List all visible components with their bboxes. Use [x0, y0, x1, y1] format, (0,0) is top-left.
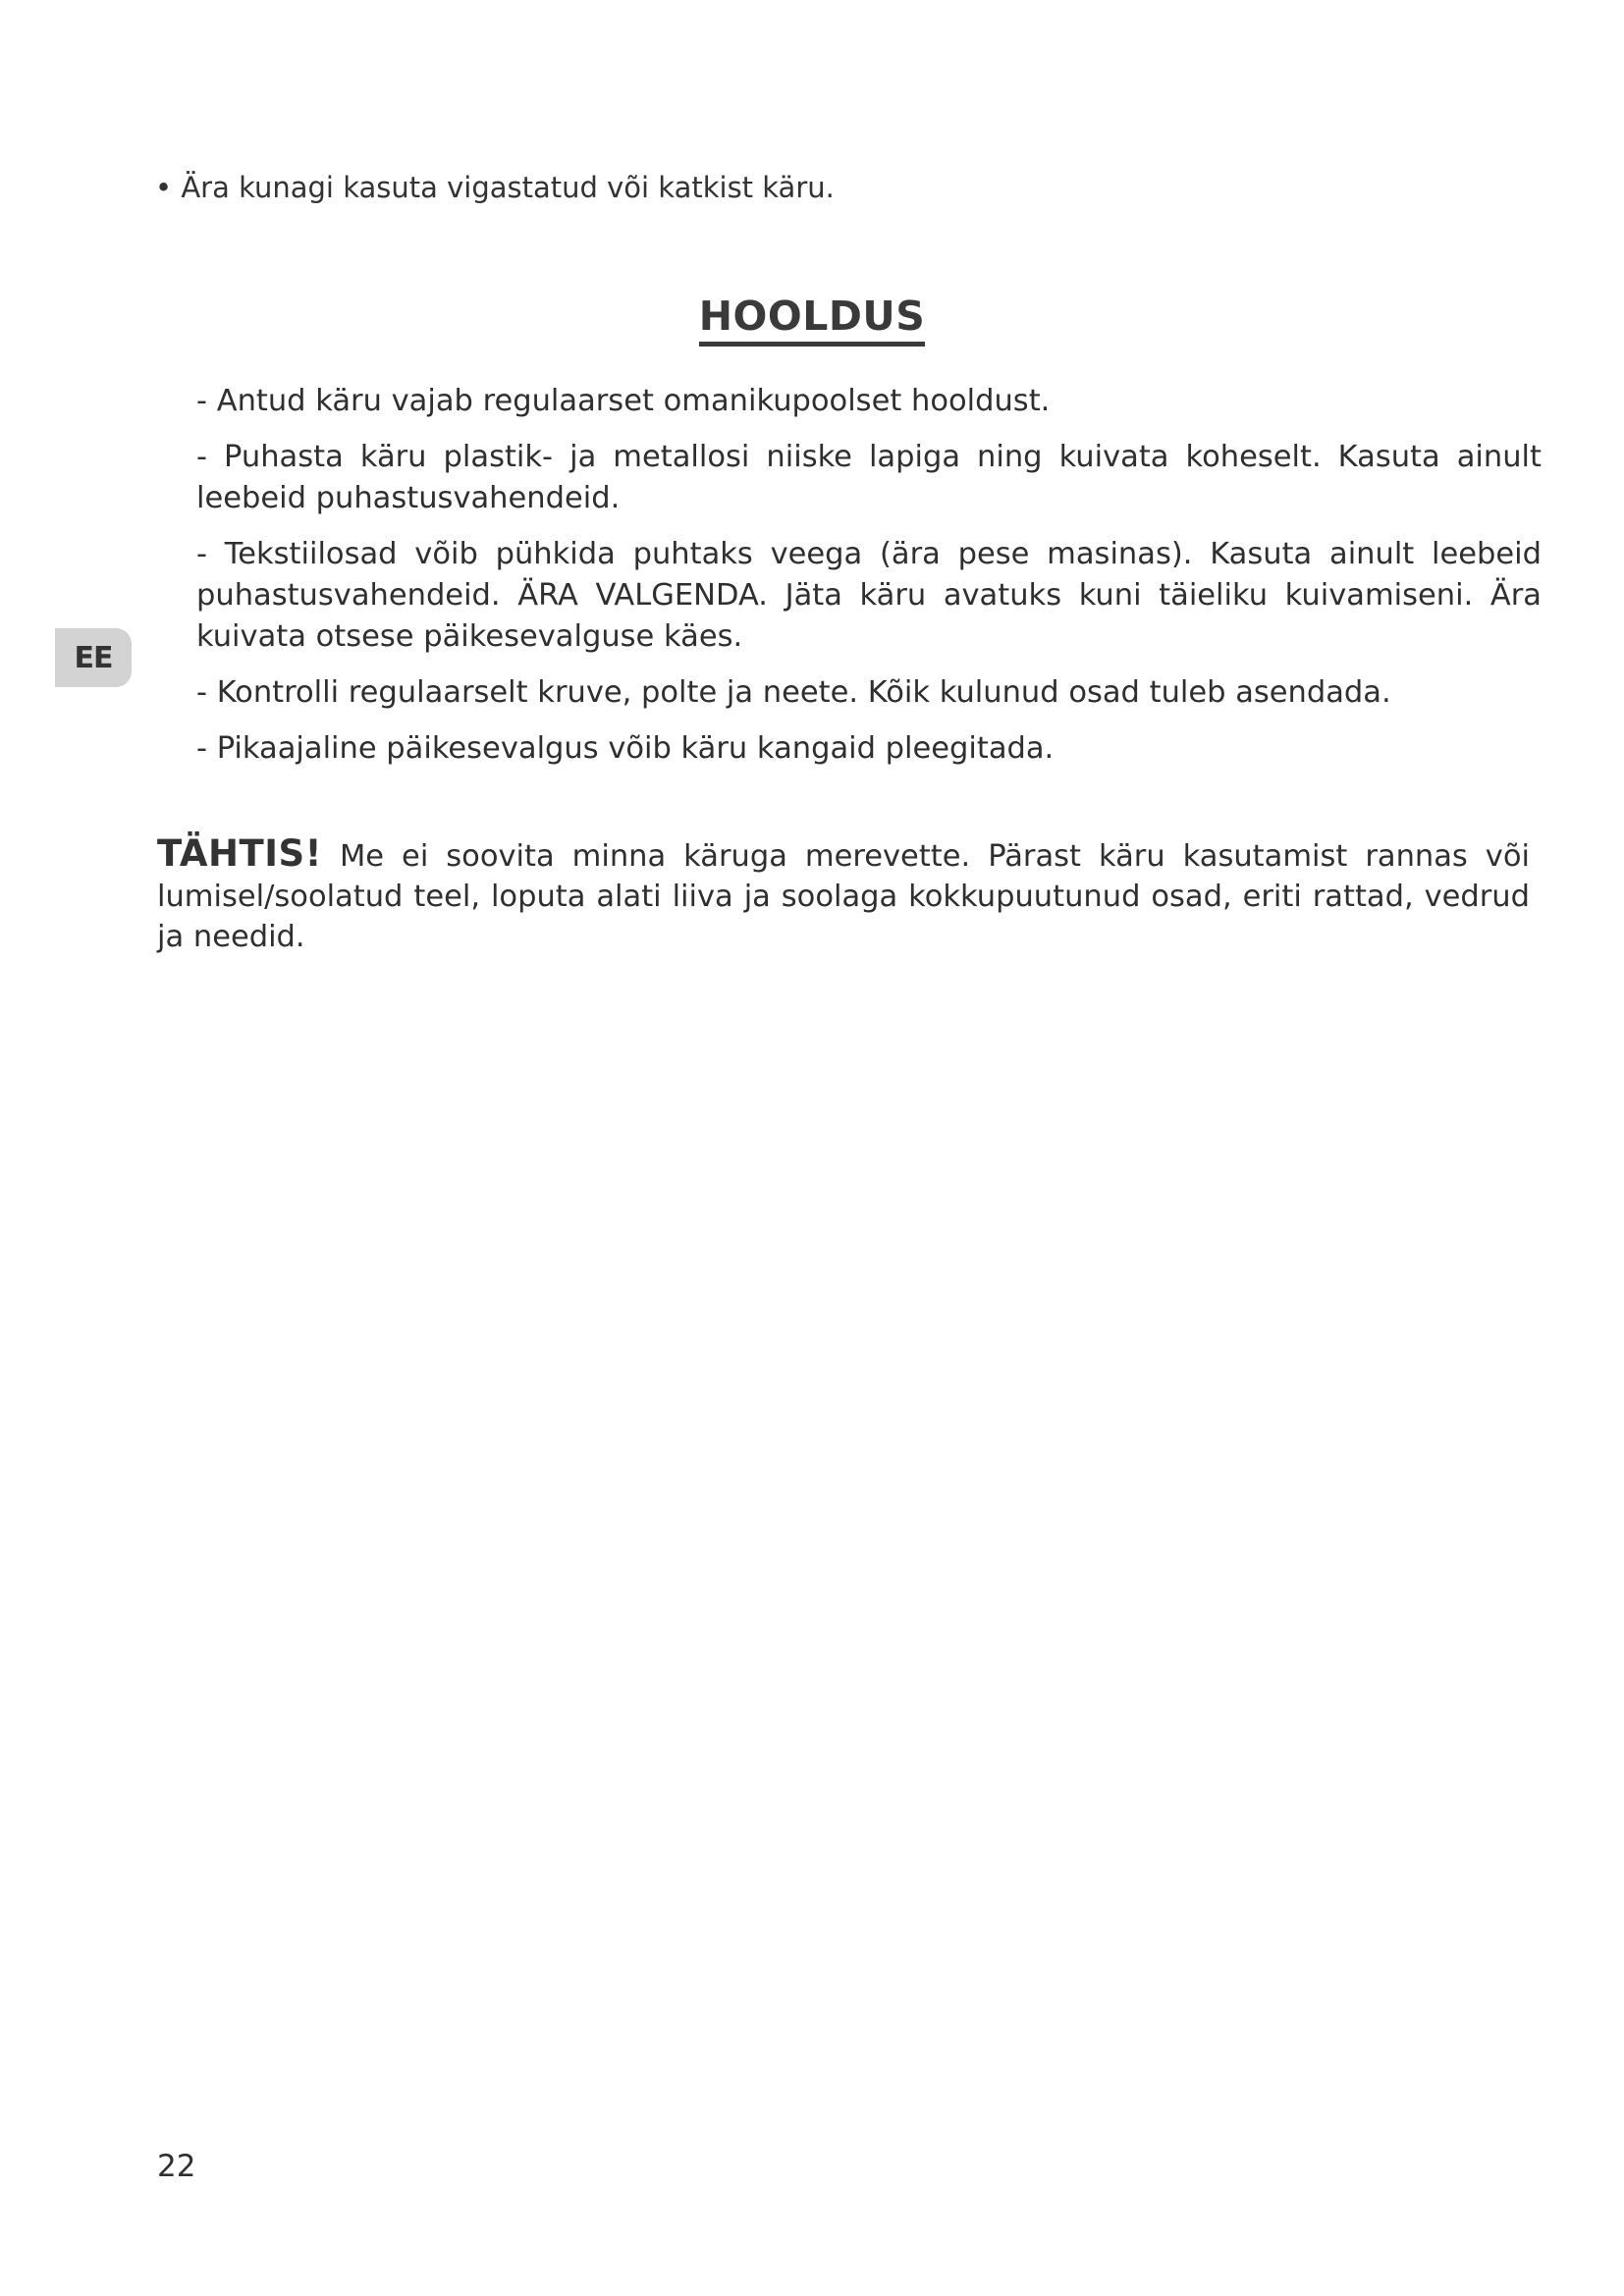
- important-text: Me ei soovita minna käruga merevette. Pärast käru kasutamist rannas või lumisel/soolatud teel, loputa alati liiva ja soolaga kokkupuutunud osad, eriti rattad, vedrud ja needid.: [157, 838, 1530, 954]
- language-tab-label: EE: [74, 640, 113, 675]
- list-item: - Pikaajaline päikesevalgus võib käru kangaid pleegitada.: [196, 731, 1055, 766]
- important-note: [157, 833, 1530, 957]
- list-item: - Tekstiilosad võib pühkida puhtaks veega (ära pese masinas). Kasuta ainult leebeid puhastusvahendeid. ÄRA VALGENDA. Jäta käru avatuks kuni täieliku kuivamiseni. Ära kuivata otsese päikesevalguse käes.: [196, 537, 1542, 654]
- section-heading: [0, 291, 1624, 347]
- list-item: - Puhasta käru plastik- ja metallosi niiske lapiga ning kuivata koheselt. Kasuta ainult leebeid puhastusvahendeid.: [196, 440, 1542, 515]
- list-item: - Antud käru vajab regulaarset omanikupoolset hooldust.: [196, 384, 1051, 418]
- language-tab: [55, 628, 132, 687]
- section-heading-text: HOOLDUS: [699, 291, 926, 347]
- list-item: - Kontrolli regulaarselt kruve, polte ja neete. Kõik kulunud osad tuleb asendada.: [196, 675, 1391, 710]
- important-label: TÄHTIS!: [157, 831, 322, 875]
- maintenance-list: [187, 381, 1542, 784]
- warning-bullet: • Ära kunagi kasuta vigastatud või katkist käru.: [155, 171, 835, 204]
- page-number: 22: [157, 2149, 196, 2184]
